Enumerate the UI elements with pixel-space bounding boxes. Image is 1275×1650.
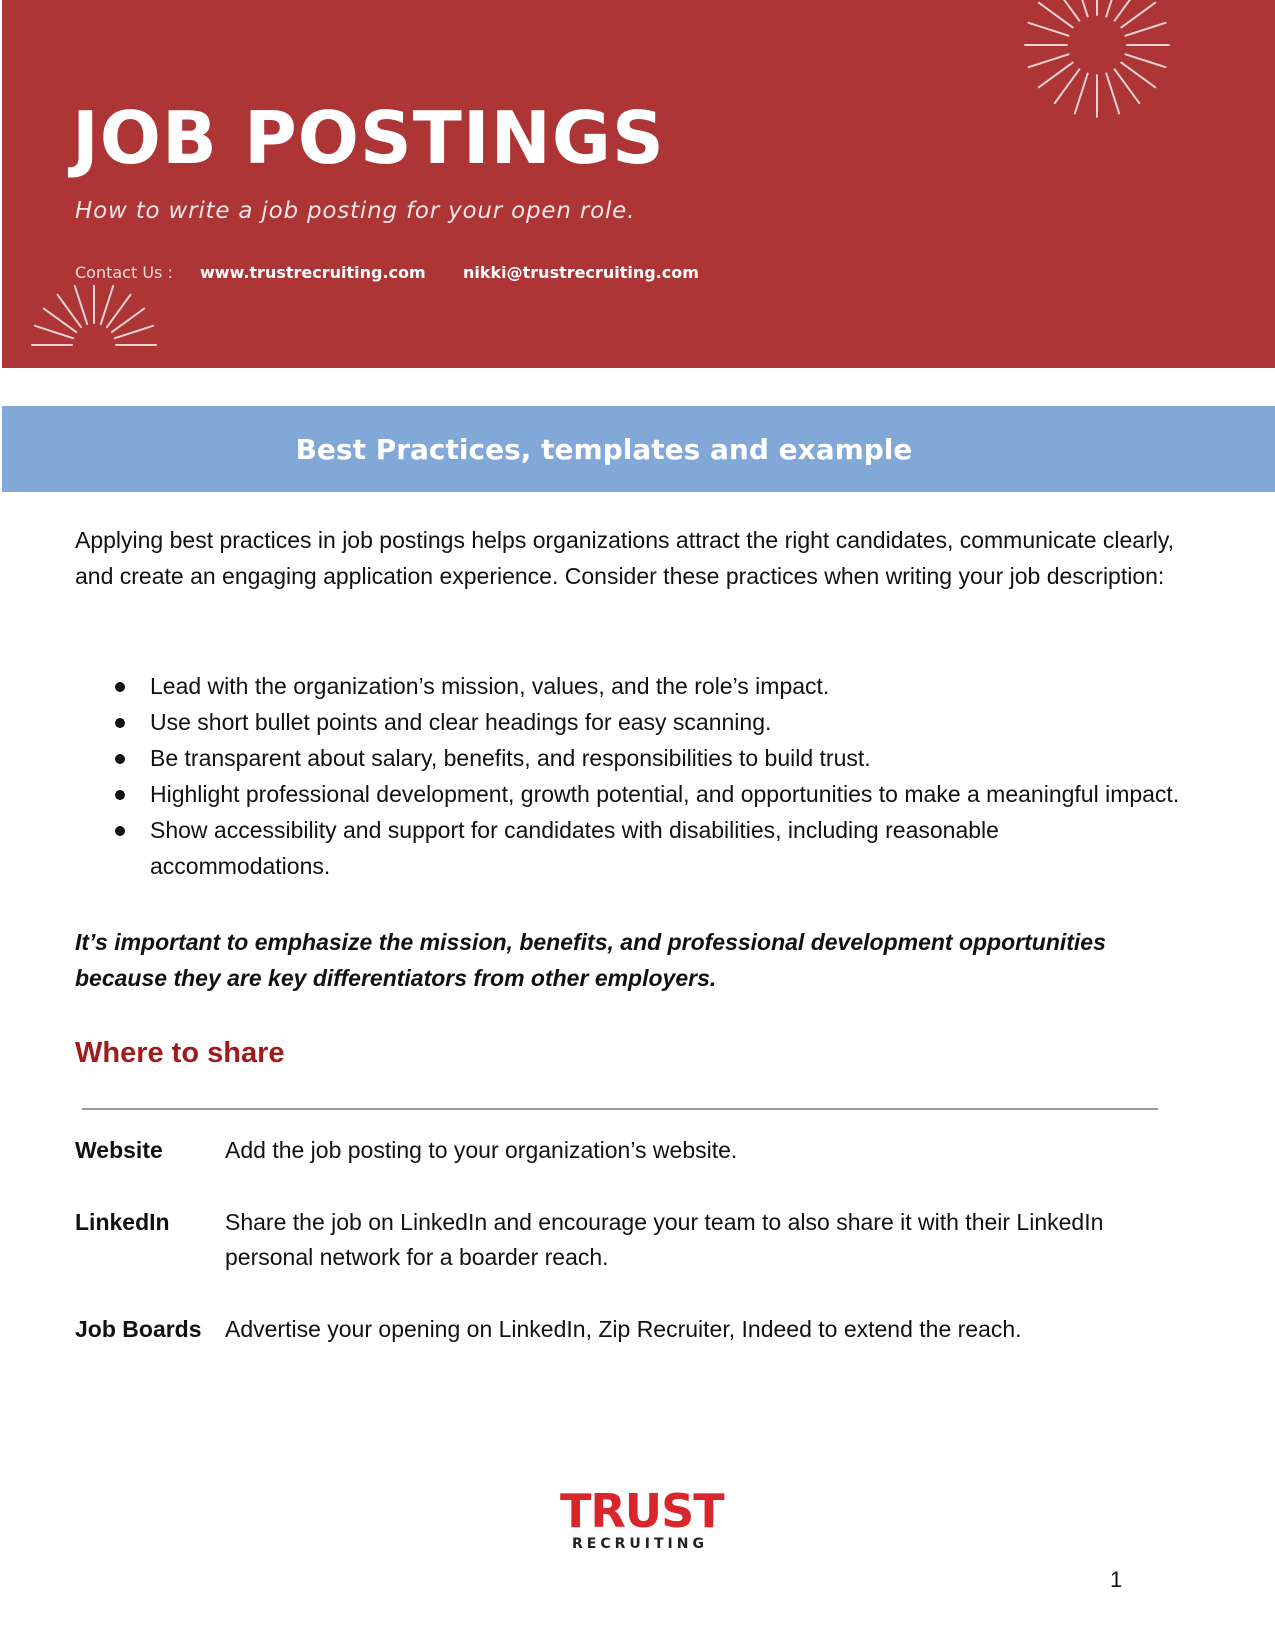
sunburst-ray [1039,63,1073,88]
trust-recruiting-logo [560,1484,724,1552]
website-link[interactable]: www.trustrecruiting.com [200,263,426,282]
best-practices-list [75,668,1185,884]
sunburst-decoration-icon [1012,0,1182,120]
share-description: Share the job on LinkedIn and encourage your team to also share it with their LinkedIn personal network for a boarder reach. [225,1209,1104,1270]
sunburst-ray [1126,54,1166,67]
sunburst-ray [101,286,113,324]
logo-wordmark: TRUST [560,1484,724,1538]
sunburst-ray [1029,23,1069,36]
divider [82,1108,1158,1110]
bullet-icon [115,754,125,764]
list-item [75,740,1185,776]
share-description: Advertise your opening on LinkedIn, Zip Recruiter, Indeed to extend the reach. [225,1316,1022,1342]
email-link[interactable]: nikki@trustrecruiting.com [463,263,699,282]
contact-label: Contact Us : [75,263,173,282]
share-label: Website [75,1137,163,1163]
sunburst-ray [1106,74,1119,114]
bullet-icon [115,790,125,800]
share-label: LinkedIn [75,1209,170,1235]
intro-paragraph: Applying best practices in job postings helps organizations attract the right candidates, communicate clearly, and create an engaging application experience. Consider these practices when writing your job description: [75,527,1175,589]
bullet-icon [115,826,125,836]
sunburst-ray [1126,23,1166,36]
list-item-text: Be transparent about salary, benefits, and responsibilities to build trust. [150,745,871,771]
list-item [75,812,1185,884]
sunburst-ray [1121,3,1155,28]
sunburst-ray [1039,3,1073,28]
sunburst-ray [1106,0,1119,17]
list-item [75,704,1185,740]
share-description: Add the job posting to your organization’s website. [225,1137,738,1163]
list-item-text: Highlight professional development, growth potential, and opportunities to make a meaningful impact. [150,781,1180,807]
bullet-icon [115,718,125,728]
page-number: 1 [1110,1567,1123,1592]
sunburst-ray [1121,63,1155,88]
sunburst-ray [75,286,87,324]
where-to-share-heading: Where to share [75,1037,285,1069]
list-item-text: Use short bullet points and clear headings for easy scanning. [150,709,772,735]
sunburst-ray [35,326,73,338]
contact-line [75,263,699,282]
sunburst-ray [1029,54,1069,67]
sunburst-ray [1055,69,1080,103]
bullet-icon [115,682,125,692]
emphasis-note: It’s important to emphasize the mission, benefits, and professional development opportunities because they are key differentiators from other employers. [75,929,1106,991]
list-item [75,668,1185,704]
sunburst-ray [115,326,153,338]
section-banner [2,406,1275,492]
header-banner [2,0,1275,368]
list-item-text: Show accessibility and support for candidates with disabilities, including reasonable accommodations. [150,817,999,879]
section-banner-title: Best Practices, templates and example [295,432,913,466]
sunburst-decoration-icon [14,285,174,368]
sunburst-ray [1075,74,1088,114]
share-label: Job Boards [75,1316,202,1342]
logo-subtext: RECRUITING [572,1536,708,1552]
page-title: JOB POSTINGS [72,96,665,180]
page-subtitle: How to write a job posting for your open role. [75,198,636,224]
list-item-text: Lead with the organization’s mission, values, and the role’s impact. [150,673,830,699]
list-item [75,776,1185,812]
sunburst-ray [1075,0,1088,17]
sunburst-ray [1115,69,1140,103]
